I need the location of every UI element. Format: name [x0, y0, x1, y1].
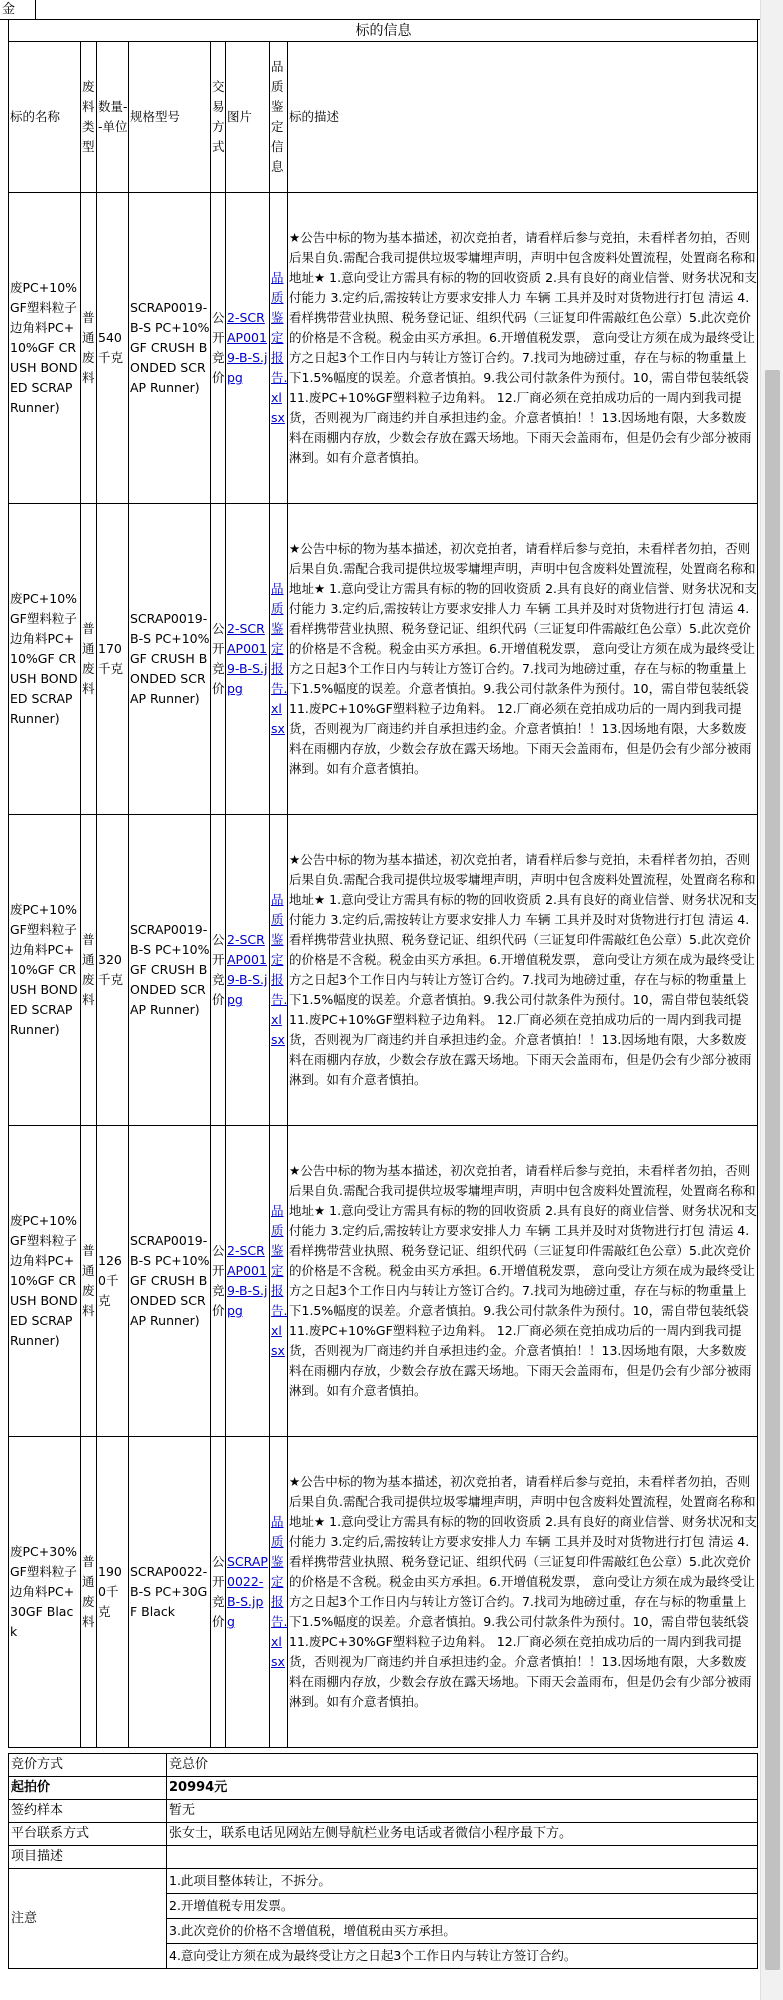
header-waste-type: 废料类型 [81, 42, 97, 193]
item-quantity: 320千克 [97, 815, 129, 1126]
item-description: ★公告中标的物为基本描述，初次竞拍者，请看样后参与竞拍，未看样者勿拍，否则后果自负.需配合我司提供垃圾零墉埋声明，声明中包含废料处置流程，处置商名称和地址★ 1.意向受让方需具有标的物的回收资质 2.具有良好的商业信誉、财务状况和支付能力 3.定约后,需按转让方要求安排人力 车辆 工具并及时对货物进行打包 清运 4.看样携带营业执照、税务登记证、组织代码（三证复印件需敲红色公章）5.此次竞价的价格是不含税。税金由买方承担。6.开增值税发票， 意向受让方须在成为最终受让方之日起3个工作日内与转让方签订合约。7.找司为地磅过重，存在与标的物重量上下1.5%幅度的误差。介意者慎拍。9.我公司付款条件为预付。10，需自带包装纸袋 11.废PC+10%GF塑料粒子边角料。 12.厂商必须在竞拍成功后的一周内到我司提货，否则视为厂商违约并自承担违约金。介意者慎拍！！13.因场地有限，大多数废料在雨棚内存放，少数会存放在露天场地。下雨天会盖雨布，但是仍会有少部分被雨淋到。如有介意者慎拍。 [288, 1126, 758, 1437]
item-name: 废PC+10%GF塑料粒子边角料PC+10%GF CRUSH BONDED SCRAP Runner) [9, 504, 81, 815]
item-quantity: 1260千克 [97, 1126, 129, 1437]
quality-report-link[interactable]: 品质鉴定报告.xlsx [271, 581, 288, 736]
table-row [9, 504, 758, 815]
item-description: ★公告中标的物为基本描述，初次竞拍者，请看样后参与竞拍，未看样者勿拍，否则后果自负.需配合我司提供垃圾零墉埋声明，声明中包含废料处置流程，处置商名称和地址★ 1.意向受让方需具有标的物的回收资质 2.具有良好的商业信誉、财务状况和支付能力 3.定约后,需按转让方要求安排人力 车辆 工具并及时对货物进行打包 清运 4.看样携带营业执照、税务登记证、组织代码（三证复印件需敲红色公章）5.此次竞价的价格是不含税。税金由买方承担。6.开增值税发票， 意向受让方须在成为最终受让方之日起3个工作日内与转让方签订合约。7.找司为地磅过重，存在与标的物重量上下1.5%幅度的误差。介意者慎拍。9.我公司付款条件为预付。10，需自带包装纸袋 11.废PC+30%GF塑料粒子边角料。 12.厂商必须在竞拍成功后的一周内到我司提货，否则视为厂商违约并自承担违约金。介意者慎拍！！13.因场地有限，大多数废料在雨棚内存放，少数会存放在露天场地。下雨天会盖雨布，但是仍会有少部分被雨淋到。如有介意者慎拍。 [288, 1437, 758, 1748]
header-quantity: 数量--单位 [97, 42, 129, 193]
image-file-link[interactable]: SCRAP0022-B-S.jpg [227, 1554, 268, 1629]
item-waste-type: 普通废料 [81, 815, 97, 1126]
item-report-cell [270, 193, 288, 504]
scrollbar-thumb[interactable] [765, 370, 780, 1970]
item-waste-type: 普通废料 [81, 1126, 97, 1437]
bid-method-value: 竞总价 [167, 1754, 758, 1777]
header-spec: 规格型号 [129, 42, 211, 193]
table-row [9, 1437, 758, 1748]
item-waste-type: 普通废料 [81, 504, 97, 815]
table-row [9, 193, 758, 504]
image-file-link[interactable]: 2-SCRAP0019-B-S.jpg [227, 621, 268, 696]
platform-contact-value: 张女士，联系电话见网站左侧导航栏业务电话或者微信小程序最下方。 [167, 1823, 758, 1846]
bid-method-label: 竞价方式 [9, 1754, 167, 1777]
item-trade-method: 公开竞价 [211, 504, 226, 815]
item-spec: SCRAP0019-B-S PC+10%GF CRUSH BONDED SCRAP Runner) [129, 193, 211, 504]
item-quantity: 1900千克 [97, 1437, 129, 1748]
project-description-value [167, 1846, 758, 1869]
contract-sample-label: 签约样本 [9, 1800, 167, 1823]
vertical-scrollbar[interactable] [760, 0, 783, 2000]
item-waste-type: 普通废料 [81, 193, 97, 504]
item-image-cell [226, 1437, 270, 1748]
header-trade-method: 交易方式 [211, 42, 226, 193]
notes-label: 注意 [9, 1869, 167, 1969]
quality-report-link[interactable]: 品质鉴定报告.xlsx [271, 270, 288, 425]
image-file-link[interactable]: 2-SCRAP0019-B-S.jpg [227, 932, 268, 1007]
item-trade-method: 公开竞价 [211, 815, 226, 1126]
item-spec: SCRAP0019-B-S PC+10%GF CRUSH BONDED SCRAP Runner) [129, 504, 211, 815]
previous-table-fragment [0, 0, 760, 20]
item-trade-method: 公开竞价 [211, 1126, 226, 1437]
section-title: 标的信息 [9, 20, 758, 42]
note-item: 2.开增值税专用发票。 [167, 1894, 757, 1919]
note-item: 1.此项目整体转让，不拆分。 [167, 1869, 757, 1894]
item-spec: SCRAP0022-B-S PC+30GF Black [129, 1437, 211, 1748]
start-price-label: 起拍价 [9, 1777, 167, 1800]
item-spec: SCRAP0019-B-S PC+10%GF CRUSH BONDED SCRAP Runner) [129, 1126, 211, 1437]
top-strip-text: 金 [0, 0, 36, 19]
item-name: 废PC+10%GF塑料粒子边角料PC+10%GF CRUSH BONDED SCRAP Runner) [9, 193, 81, 504]
item-description: ★公告中标的物为基本描述，初次竞拍者，请看样后参与竞拍，未看样者勿拍，否则后果自负.需配合我司提供垃圾零墉埋声明，声明中包含废料处置流程，处置商名称和地址★ 1.意向受让方需具有标的物的回收资质 2.具有良好的商业信誉、财务状况和支付能力 3.定约后,需按转让方要求安排人力 车辆 工具并及时对货物进行打包 清运 4.看样携带营业执照、税务登记证、组织代码（三证复印件需敲红色公章）5.此次竞价的价格是不含税。税金由买方承担。6.开增值税发票， 意向受让方须在成为最终受让方之日起3个工作日内与转让方签订合约。7.找司为地磅过重，存在与标的物重量上下1.5%幅度的误差。介意者慎拍。9.我公司付款条件为预付。10，需自带包装纸袋 11.废PC+10%GF塑料粒子边角料。 12.厂商必须在竞拍成功后的一周内到我司提货，否则视为厂商违约并自承担违约金。介意者慎拍！！13.因场地有限，大多数废料在雨棚内存放，少数会存放在露天场地。下雨天会盖雨布，但是仍会有少部分被雨淋到。如有介意者慎拍。 [288, 193, 758, 504]
item-report-cell [270, 1126, 288, 1437]
item-image-cell [226, 815, 270, 1126]
item-trade-method: 公开竞价 [211, 1437, 226, 1748]
item-image-cell [226, 504, 270, 815]
start-price-value: 20994元 [167, 1777, 758, 1800]
notes-list [167, 1869, 758, 1969]
item-name: 废PC+30%GF塑料粒子边角料PC+30GF Black [9, 1437, 81, 1748]
item-spec: SCRAP0019-B-S PC+10%GF CRUSH BONDED SCRAP Runner) [129, 815, 211, 1126]
lot-info-table [8, 19, 758, 1748]
item-report-cell [270, 1437, 288, 1748]
item-report-cell [270, 815, 288, 1126]
image-file-link[interactable]: 2-SCRAP0019-B-S.jpg [227, 1243, 268, 1318]
header-name: 标的名称 [9, 42, 81, 193]
item-report-cell [270, 504, 288, 815]
item-image-cell [226, 193, 270, 504]
item-trade-method: 公开竞价 [211, 193, 226, 504]
note-item: 3.此次竞价的价格不含增值税，增值税由买方承担。 [167, 1919, 757, 1944]
platform-contact-label: 平台联系方式 [9, 1823, 167, 1846]
item-name: 废PC+10%GF塑料粒子边角料PC+10%GF CRUSH BONDED SCRAP Runner) [9, 1126, 81, 1437]
bid-summary-table [8, 1753, 758, 1969]
table-row [9, 1126, 758, 1437]
item-image-cell [226, 1126, 270, 1437]
item-description: ★公告中标的物为基本描述，初次竞拍者，请看样后参与竞拍，未看样者勿拍，否则后果自负.需配合我司提供垃圾零墉埋声明，声明中包含废料处置流程，处置商名称和地址★ 1.意向受让方需具有标的物的回收资质 2.具有良好的商业信誉、财务状况和支付能力 3.定约后,需按转让方要求安排人力 车辆 工具并及时对货物进行打包 清运 4.看样携带营业执照、税务登记证、组织代码（三证复印件需敲红色公章）5.此次竞价的价格是不含税。税金由买方承担。6.开增值税发票， 意向受让方须在成为最终受让方之日起3个工作日内与转让方签订合约。7.找司为地磅过重，存在与标的物重量上下1.5%幅度的误差。介意者慎拍。9.我公司付款条件为预付。10，需自带包装纸袋 11.废PC+10%GF塑料粒子边角料。 12.厂商必须在竞拍成功后的一周内到我司提货，否则视为厂商违约并自承担违约金。介意者慎拍！！13.因场地有限，大多数废料在雨棚内存放，少数会存放在露天场地。下雨天会盖雨布，但是仍会有少部分被雨淋到。如有介意者慎拍。 [288, 815, 758, 1126]
note-item: 4.意向受让方须在成为最终受让方之日起3个工作日内与转让方签订合约。 [169, 1948, 577, 1963]
header-description: 标的描述 [288, 42, 758, 193]
quality-report-link[interactable]: 品质鉴定报告.xlsx [271, 1514, 288, 1669]
project-description-label: 项目描述 [9, 1846, 167, 1869]
item-name: 废PC+10%GF塑料粒子边角料PC+10%GF CRUSH BONDED SCRAP Runner) [9, 815, 81, 1126]
item-waste-type: 普通废料 [81, 1437, 97, 1748]
quality-report-link[interactable]: 品质鉴定报告.xlsx [271, 1203, 288, 1358]
item-quantity: 540千克 [97, 193, 129, 504]
quality-report-link[interactable]: 品质鉴定报告.xlsx [271, 892, 288, 1047]
image-file-link[interactable]: 2-SCRAP0019-B-S.jpg [227, 310, 268, 385]
header-quality-report: 品质鉴定信息 [270, 42, 288, 193]
table-row [9, 815, 758, 1126]
item-description: ★公告中标的物为基本描述，初次竞拍者，请看样后参与竞拍，未看样者勿拍，否则后果自负.需配合我司提供垃圾零墉埋声明，声明中包含废料处置流程，处置商名称和地址★ 1.意向受让方需具有标的物的回收资质 2.具有良好的商业信誉、财务状况和支付能力 3.定约后,需按转让方要求安排人力 车辆 工具并及时对货物进行打包 清运 4.看样携带营业执照、税务登记证、组织代码（三证复印件需敲红色公章）5.此次竞价的价格是不含税。税金由买方承担。6.开增值税发票， 意向受让方须在成为最终受让方之日起3个工作日内与转让方签订合约。7.找司为地磅过重，存在与标的物重量上下1.5%幅度的误差。介意者慎拍。9.我公司付款条件为预付。10，需自带包装纸袋 11.废PC+10%GF塑料粒子边角料。 12.厂商必须在竞拍成功后的一周内到我司提货，否则视为厂商违约并自承担违约金。介意者慎拍！！13.因场地有限，大多数废料在雨棚内存放，少数会存放在露天场地。下雨天会盖雨布，但是仍会有少部分被雨淋到。如有介意者慎拍。 [288, 504, 758, 815]
item-quantity: 170千克 [97, 504, 129, 815]
header-image: 图片 [226, 42, 270, 193]
contract-sample-value: 暂无 [167, 1800, 758, 1823]
